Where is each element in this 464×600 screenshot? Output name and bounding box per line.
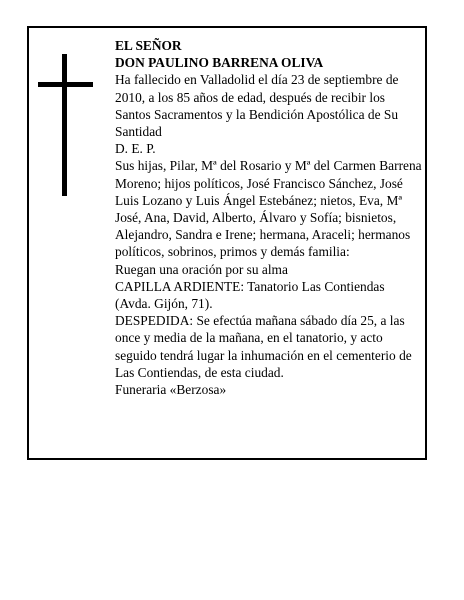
death-announcement: Ha fallecido en Valladolid el día 23 de septiembre de 2010, a los 85 años de edad, después de recibir los Santos Sacramentos y la Bendición Apostólica de Su Santidad: [115, 72, 399, 140]
family-list: Sus hijas, Pilar, Mª del Rosario y Mª del Carmen Barrena Moreno; hijos políticos, José Francisco Sánchez, José Luis Lozano y Luis Ángel Estebánez; nietos, Eva, Mª José, Ana, David, Alberto, Álvaro y Sofía; bisnietos, Alejandro, Sandra e Irene; hermana, Araceli; hermanos políticos, sobrinos, primos y demás familia:: [115, 158, 422, 260]
rip-line: D. E. P.: [115, 141, 156, 157]
prayer-request: Ruegan una oración por su alma: [115, 261, 288, 277]
chapel-info: CAPILLA ARDIENTE: Tanatorio Las Contiendas (Avda. Gijón, 71).: [115, 278, 385, 312]
deceased-name: DON PAULINO BARRENA OLIVA: [115, 55, 324, 71]
cross-icon-bar: [38, 82, 93, 87]
cross-icon: [62, 54, 67, 196]
obituary-text: [115, 37, 422, 398]
notice-title: EL SEÑOR: [115, 38, 182, 53]
funeral-home: Funeraria «Berzosa»: [115, 382, 227, 398]
farewell-info: DESPEDIDA: Se efectúa mañana sábado día 25, a las once y media de la mañana, en el tanatorio, y acto seguido tendrá lugar la inhumación en el cementerio de Las Contiendas, de esta ciudad.: [115, 313, 412, 380]
